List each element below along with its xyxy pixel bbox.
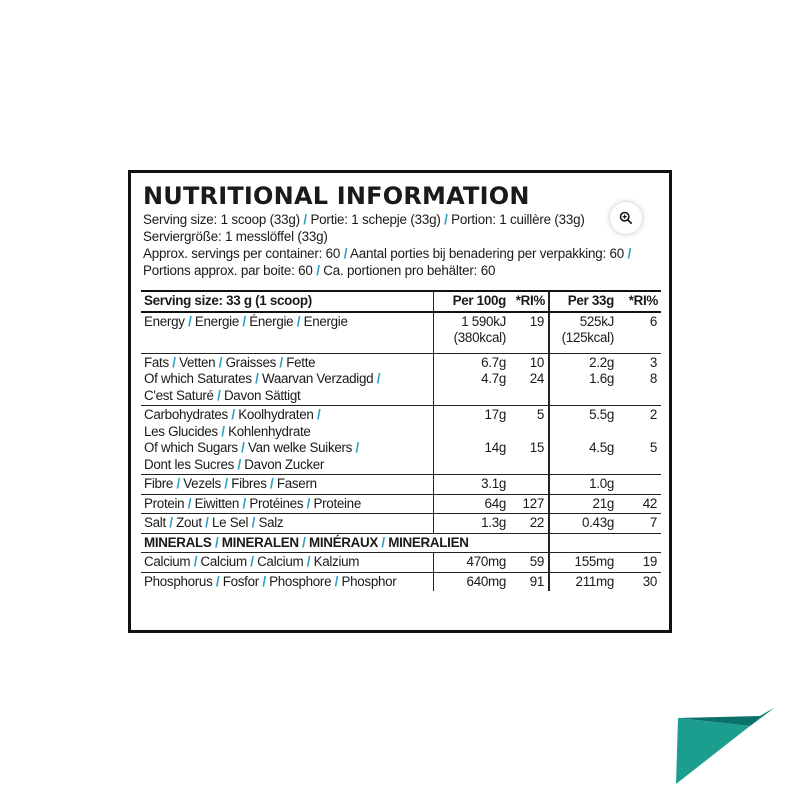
phosphorus-per33: 211mg [549, 572, 617, 591]
salt-per100: 1.3g [433, 514, 509, 534]
nutrition-label [128, 170, 672, 633]
calcium-ri2: 19 [617, 553, 661, 573]
servings-text-3: Portions approx. par boite: 60 [143, 263, 313, 278]
serving-intro [143, 211, 659, 279]
fibre-ri2 [617, 475, 661, 495]
carbs-per100: 17g 14g [433, 406, 509, 475]
protein-per33: 21g [549, 494, 617, 514]
protein-ri1: 127 [509, 494, 549, 514]
salt-per33: 0.43g [549, 514, 617, 534]
fibre-per33: 1.0g [549, 475, 617, 495]
carbs-label: Carbohydrates / Koolhydraten / Les Glucides / Kohlenhydrate Of which Sugars / Van welke Suikers / Dont les Sucres / Davon Zucker [141, 406, 433, 475]
table-row [141, 572, 661, 591]
protein-label: Protein / Eiwitten / Protéines / Proteine [141, 494, 433, 514]
separator: / [303, 212, 307, 227]
energy-ri1: 19 [509, 312, 549, 354]
servings-text-4: Ca. portionen pro behälter: 60 [323, 263, 496, 278]
nutrition-table [141, 290, 661, 591]
serving-text-4: Serviergröße: 1 messlöffel (33g) [143, 229, 328, 244]
energy-label: Energy / Energie / Énergie / Energie [141, 312, 433, 354]
table-row [141, 312, 661, 354]
carbs-ri2: 2 5 [617, 406, 661, 475]
table-row [141, 494, 661, 514]
separator: / [343, 246, 348, 261]
separator: / [444, 212, 448, 227]
carbs-ri1: 5 15 [509, 406, 549, 475]
serving-text-2: Portie: 1 schepje (33g) [310, 212, 441, 227]
salt-ri1: 22 [509, 514, 549, 534]
energy-per33: 525kJ (125kcal) [549, 312, 617, 354]
serving-text-1: Serving size: 1 scoop (33g) [143, 212, 300, 227]
servings-text-1: Approx. servings per container: 60 [143, 246, 341, 261]
zoom-button[interactable] [610, 202, 642, 234]
salt-ri2: 7 [617, 514, 661, 534]
fats-ri1: 10 24 [509, 353, 549, 406]
phosphorus-per100: 640mg [433, 572, 509, 591]
separator: / [627, 246, 632, 261]
minerals-header: MINERALS / MINERALEN / MINÉRAUX / MINERALIEN [141, 533, 549, 553]
minerals-header-row [141, 533, 661, 553]
minerals-empty [549, 533, 617, 553]
calcium-label: Calcium / Calcium / Calcium / Kalzium [141, 553, 433, 573]
per33-header: Per 33g [549, 291, 617, 312]
phosphorus-ri1: 91 [509, 572, 549, 591]
serving-size-header: Serving size: 33 g (1 scoop) [141, 291, 433, 312]
phosphorus-ri2: 30 [617, 572, 661, 591]
energy-per100: 1 590kJ (380kcal) [433, 312, 509, 354]
table-row [141, 514, 661, 534]
energy-ri2: 6 [617, 312, 661, 354]
fats-ri2: 3 8 [617, 353, 661, 406]
table-row [141, 406, 661, 475]
calcium-per33: 155mg [549, 553, 617, 573]
fats-per100: 6.7g 4.7g [433, 353, 509, 406]
calcium-per100: 470mg [433, 553, 509, 573]
arrow-logo-icon [676, 696, 776, 784]
phosphorus-label: Phosphorus / Fosfor / Phosphore / Phosphor [141, 572, 433, 591]
fibre-ri1 [509, 475, 549, 495]
table-row [141, 353, 661, 406]
calcium-ri1: 59 [509, 553, 549, 573]
servings-text-2: Aantal porties bij benadering per verpakking: 60 [350, 246, 625, 261]
per100-header: Per 100g [433, 291, 509, 312]
ri-header-2: *RI% [617, 291, 661, 312]
serving-text-3: Portion: 1 cuillère (33g) [451, 212, 585, 227]
carbs-per33: 5.5g 4.5g [549, 406, 617, 475]
fats-label: Fats / Vetten / Graisses / Fette Of which Saturates / Waarvan Verzadigd / C'est Saturé / Davon Sättigt [141, 353, 433, 406]
fibre-per100: 3.1g [433, 475, 509, 495]
separator: / [316, 263, 320, 278]
table-row [141, 475, 661, 495]
protein-ri2: 42 [617, 494, 661, 514]
magnifier-plus-icon [619, 211, 633, 225]
page-title: NUTRITIONAL INFORMATION [143, 182, 530, 210]
fibre-label: Fibre / Vezels / Fibres / Fasern [141, 475, 433, 495]
table-header-row [141, 291, 661, 312]
table-row [141, 553, 661, 573]
minerals-empty [617, 533, 661, 553]
salt-label: Salt / Zout / Le Sel / Salz [141, 514, 433, 534]
ri-header-1: *RI% [509, 291, 549, 312]
fats-per33: 2.2g 1.6g [549, 353, 617, 406]
protein-per100: 64g [433, 494, 509, 514]
